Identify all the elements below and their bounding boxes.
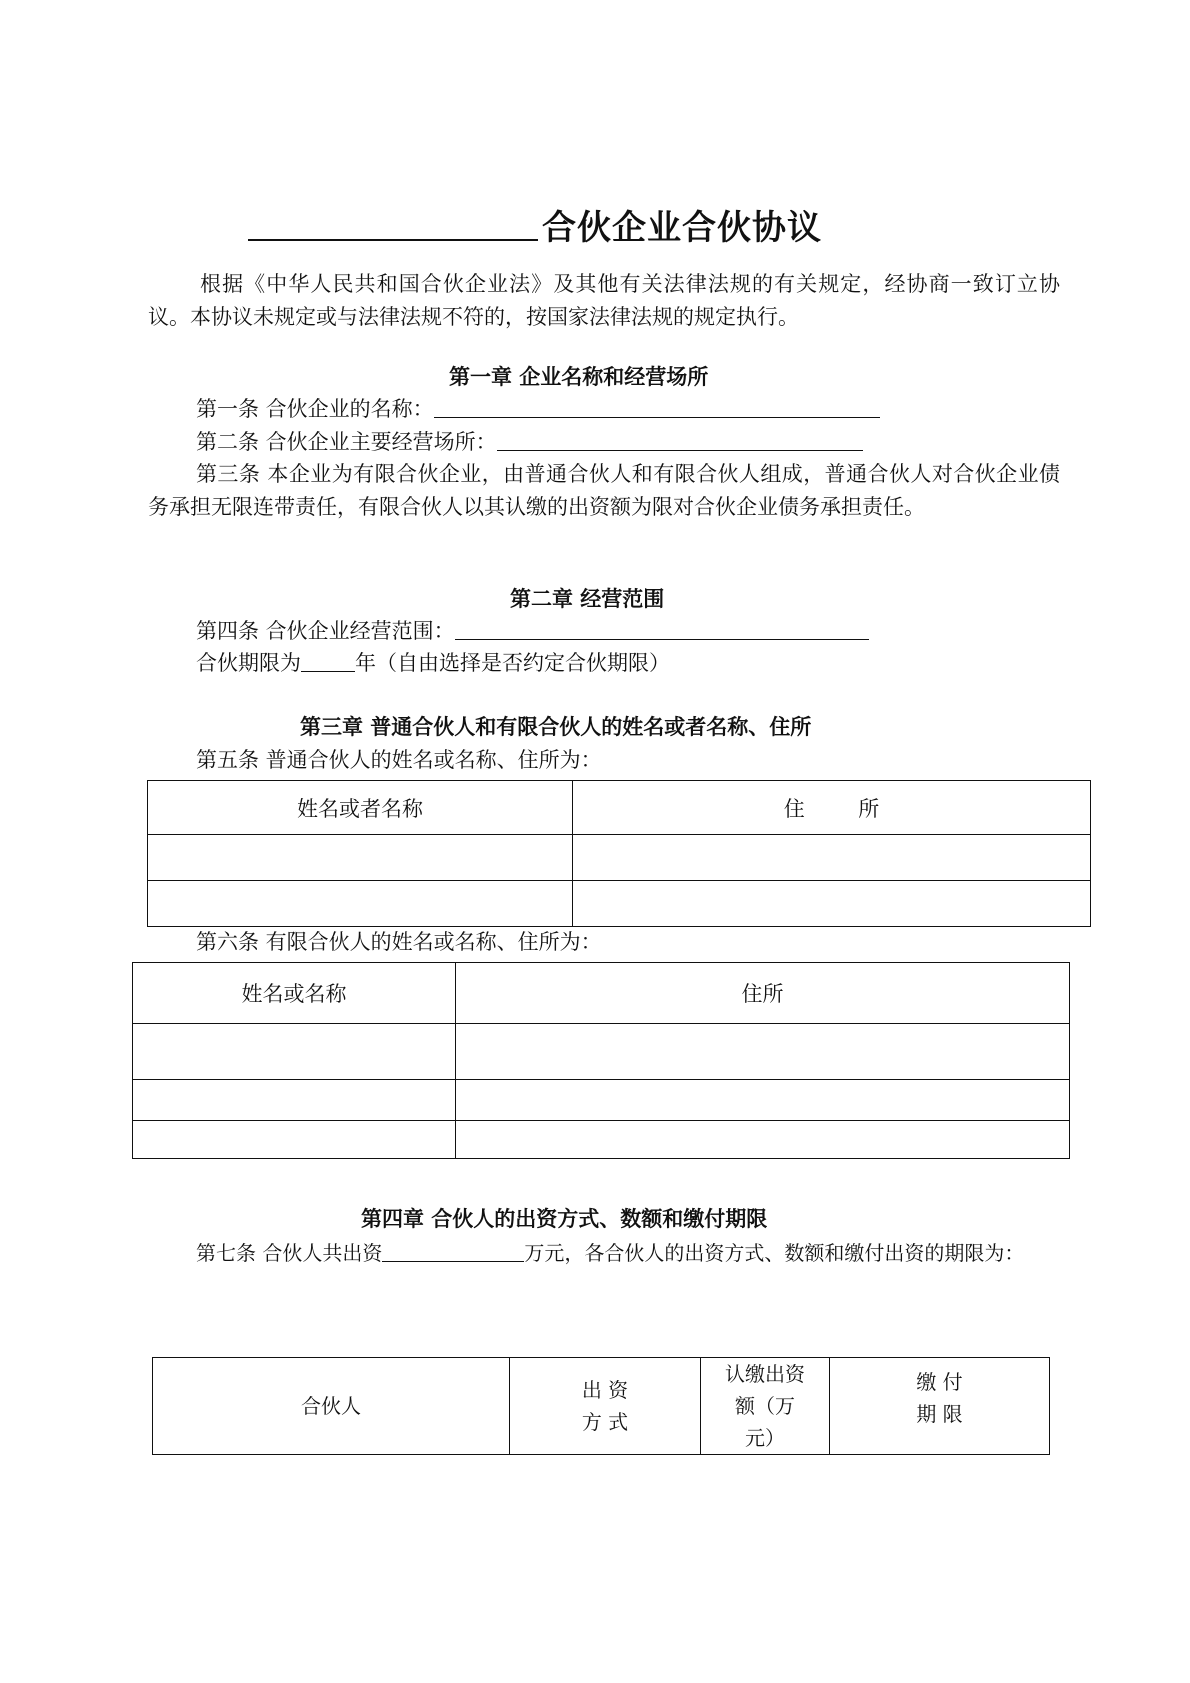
enterprise-name-field[interactable] xyxy=(434,397,880,418)
article-6: 第六条 有限合伙人的姓名或名称、住所为： xyxy=(196,930,602,954)
article-3: 第三条 本企业为有限合伙企业，由普通合伙人和有限合伙人组成，普通合伙人对合伙企业债务承担无限连带责任，有限合伙人以其认缴的出资额为限对合伙企业债务承担责任。 xyxy=(148,462,1060,519)
article-5: 第五条 普通合伙人的姓名或名称、住所为： xyxy=(196,748,602,772)
table3-header-deadline: 缴 付 期 限 xyxy=(830,1358,1050,1455)
article-1 xyxy=(196,393,880,423)
article-2 xyxy=(196,426,863,456)
article-4 xyxy=(196,615,869,645)
table-cell[interactable] xyxy=(573,835,1091,881)
table-cell[interactable] xyxy=(573,881,1091,927)
table-cell[interactable] xyxy=(133,1121,456,1159)
intro-paragraph: 根据《中华人民共和国合伙企业法》及其他有关法律法规的有关规定，经协商一致订立协议。本协议未规定或与法律法规不符的，按国家法律法规的规定执行。 xyxy=(148,272,1060,329)
chapter-3-heading: 第三章 普通合伙人和有限合伙人的姓名或者名称、住所 xyxy=(300,715,812,739)
table2-header-name: 姓名或名称 xyxy=(133,963,456,1024)
chapter-1-heading: 第一章 企业名称和经营场所 xyxy=(449,365,709,389)
table-cell[interactable] xyxy=(456,1024,1070,1080)
table3-header-partner: 合伙人 xyxy=(153,1358,510,1455)
article-1-label: 第一条 合伙企业的名称： xyxy=(196,397,434,421)
term-prefix: 合伙期限为 xyxy=(196,651,301,675)
table-cell[interactable] xyxy=(133,1080,456,1121)
chapter-2-heading: 第二章 经营范围 xyxy=(510,587,665,611)
table-cell[interactable] xyxy=(133,1024,456,1080)
business-scope-field[interactable] xyxy=(455,619,869,640)
table-cell[interactable] xyxy=(456,1080,1070,1121)
title-blank-line[interactable] xyxy=(248,209,538,241)
article-7-suffix: 万元，各合伙人的出资方式、数额和缴付出资的期限为： xyxy=(524,1241,1025,1265)
term-suffix: 年（自由选择是否约定合伙期限） xyxy=(355,651,670,675)
chapter-4-heading: 第四章 合伙人的出资方式、数额和缴付期限 xyxy=(361,1207,768,1231)
table1-header-address: 住 所 xyxy=(573,781,1091,835)
table3-header-method: 出 资 方 式 xyxy=(510,1358,701,1455)
table-cell[interactable] xyxy=(148,835,573,881)
term-years-field[interactable] xyxy=(301,651,355,672)
general-partner-table xyxy=(147,780,1091,927)
article-7 xyxy=(148,1237,1060,1270)
article-2-label: 第二条 合伙企业主要经营场所： xyxy=(196,430,497,454)
limited-partner-table xyxy=(132,962,1070,1159)
table3-header-amount: 认缴出资 额（万 元） xyxy=(701,1358,830,1455)
table2-header-address: 住所 xyxy=(456,963,1070,1024)
capital-contribution-table xyxy=(152,1357,1050,1455)
table-cell[interactable] xyxy=(456,1121,1070,1159)
table1-header-name: 姓名或者名称 xyxy=(148,781,573,835)
partnership-term xyxy=(196,647,670,677)
article-7-prefix: 第七条 合伙人共出资 xyxy=(196,1241,383,1265)
title-text: 合伙企业合伙协议 xyxy=(542,208,822,248)
business-place-field[interactable] xyxy=(497,430,863,451)
total-capital-field[interactable] xyxy=(382,1241,524,1262)
document-title xyxy=(248,200,822,249)
article-4-label: 第四条 合伙企业经营范围： xyxy=(196,619,455,643)
table-cell[interactable] xyxy=(148,881,573,927)
